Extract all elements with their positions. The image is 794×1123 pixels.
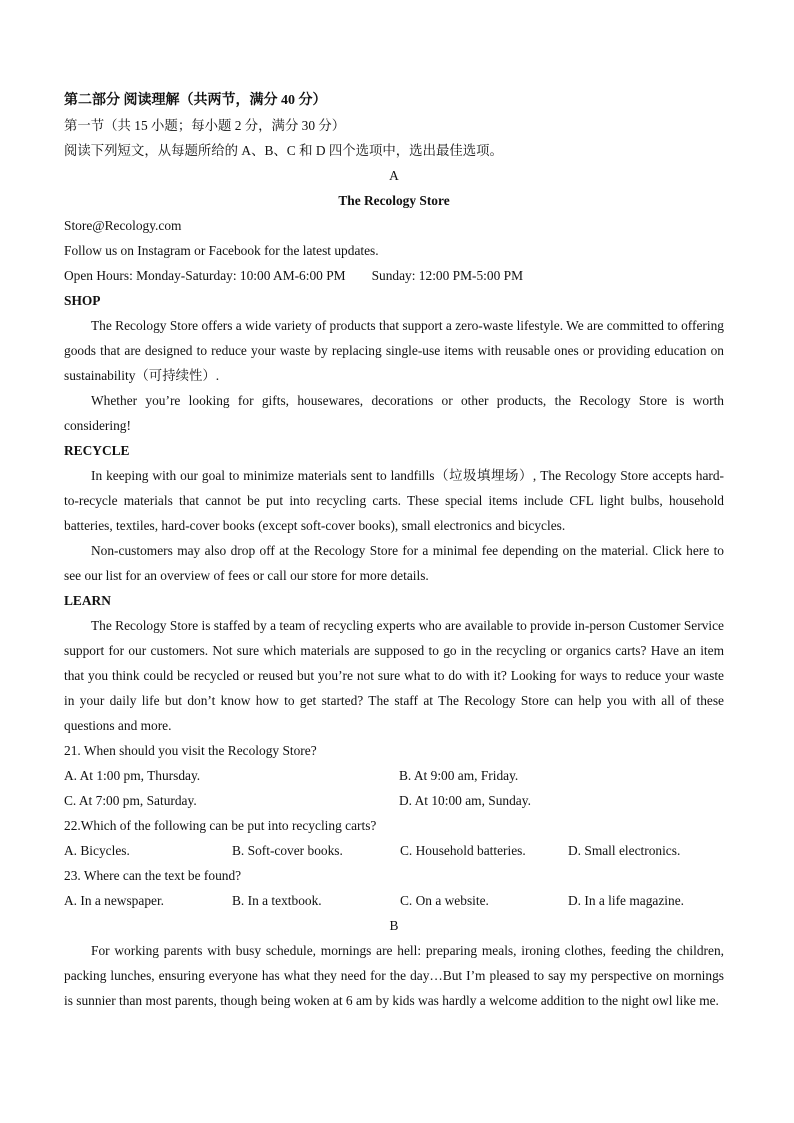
question-21-options-row-1 <box>64 763 724 788</box>
recycle-paragraph-2: Non-customers may also drop off at the Recology Store for a minimal fee depending on the material. Click here to see our list for an overview of fees or call our store for more details. <box>64 543 724 583</box>
question-22-option-a: A. Bicycles. <box>64 843 130 858</box>
question-21-option-d: D. At 10:00 am, Sunday. <box>399 793 531 808</box>
question-22-options <box>64 838 724 863</box>
question-21-stem: 21. When should you visit the Recology Store? <box>64 743 317 758</box>
question-22-option-b: B. Soft-cover books. <box>232 843 343 858</box>
question-23-option-c: C. On a website. <box>400 893 489 908</box>
question-23-option-a: A. In a newspaper. <box>64 893 165 908</box>
recycle-paragraph-1: In keeping with our goal to minimize materials sent to landfills（垃圾填埋场）, The Recology Store accepts hard-to-recycle materials that cannot be put into recycling carts. These special items include CFL light bulbs, household batteries, textiles, hard-cover books (except soft-cover books), small electronics and bicycles. <box>64 468 724 533</box>
store-email: Store@Recology.com <box>64 218 182 233</box>
question-23-option-b: B. In a textbook. <box>232 893 322 908</box>
passage-a-label: A <box>389 168 399 183</box>
question-21-option-a: A. At 1:00 pm, Thursday. <box>64 768 201 783</box>
learn-paragraph-1: The Recology Store is staffed by a team of recycling experts who are available to provide in-person Customer Service support for our customers. Not sure which materials are supposed to go in the recycling or organics carts? Have an item that you think could be recycled or reused but you’re not sure what to do with it? Looking for ways to reduce your waste in your daily life but don’t know how to get started? The staff at The Recology Store can help you with all of these questions and more. <box>64 618 724 733</box>
part-title: 第二部分 阅读理解（共两节，满分 40 分） <box>64 93 327 108</box>
passage-b-label: B <box>389 918 399 933</box>
recycle-heading: RECYCLE <box>64 443 130 458</box>
shop-paragraph-1: The Recology Store offers a wide variety of products that support a zero-waste lifestyle. We are committed to offering goods that are designed to reduce your waste by replacing single-use items with reusable ones or providing education on sustainability（可持续性）. <box>64 318 724 383</box>
open-hours <box>64 263 724 288</box>
learn-heading: LEARN <box>64 593 111 608</box>
question-23-options <box>64 888 724 913</box>
passage-a-title: The Recology Store <box>338 193 450 208</box>
exam-page <box>64 88 724 1013</box>
shop-paragraph-2: Whether you’re looking for gifts, housewares, decorations or other products, the Recology Store is worth considering! <box>64 393 724 433</box>
question-23-option-d: D. In a life magazine. <box>568 893 684 908</box>
passage-b-paragraph-1: For working parents with busy schedule, mornings are hell: preparing meals, ironing clothes, feeding the children, packing lunches, ensuring everyone has what they need for the day…But I’m pleased to say my perspective on mornings is sunnier than most parents, though being woken at 6 am by kids was hardly a welcome addition to the night owl like me. <box>64 943 724 1008</box>
section-title: 第一节（共 15 小题；每小题 2 分，满分 30 分） <box>64 118 346 133</box>
question-22-option-d: D. Small electronics. <box>568 843 681 858</box>
question-21-option-c: C. At 7:00 pm, Saturday. <box>64 793 197 808</box>
question-23-stem: 23. Where can the text be found? <box>64 868 242 883</box>
hours-weekday: Open Hours: Monday-Saturday: 10:00 AM-6:00 PM <box>64 268 346 283</box>
question-21-options-row-2 <box>64 788 724 813</box>
question-22-stem: 22.Which of the following can be put into recycling carts? <box>64 818 377 833</box>
question-21-option-b: B. At 9:00 am, Friday. <box>399 768 519 783</box>
instructions: 阅读下列短文，从每题所给的 A、B、C 和 D 四个选项中，选出最佳选项。 <box>64 143 503 158</box>
question-22-option-c: C. Household batteries. <box>400 843 526 858</box>
shop-heading: SHOP <box>64 293 101 308</box>
hours-sunday: Sunday: 12:00 PM-5:00 PM <box>371 268 523 283</box>
follow-text: Follow us on Instagram or Facebook for the latest updates. <box>64 243 379 258</box>
